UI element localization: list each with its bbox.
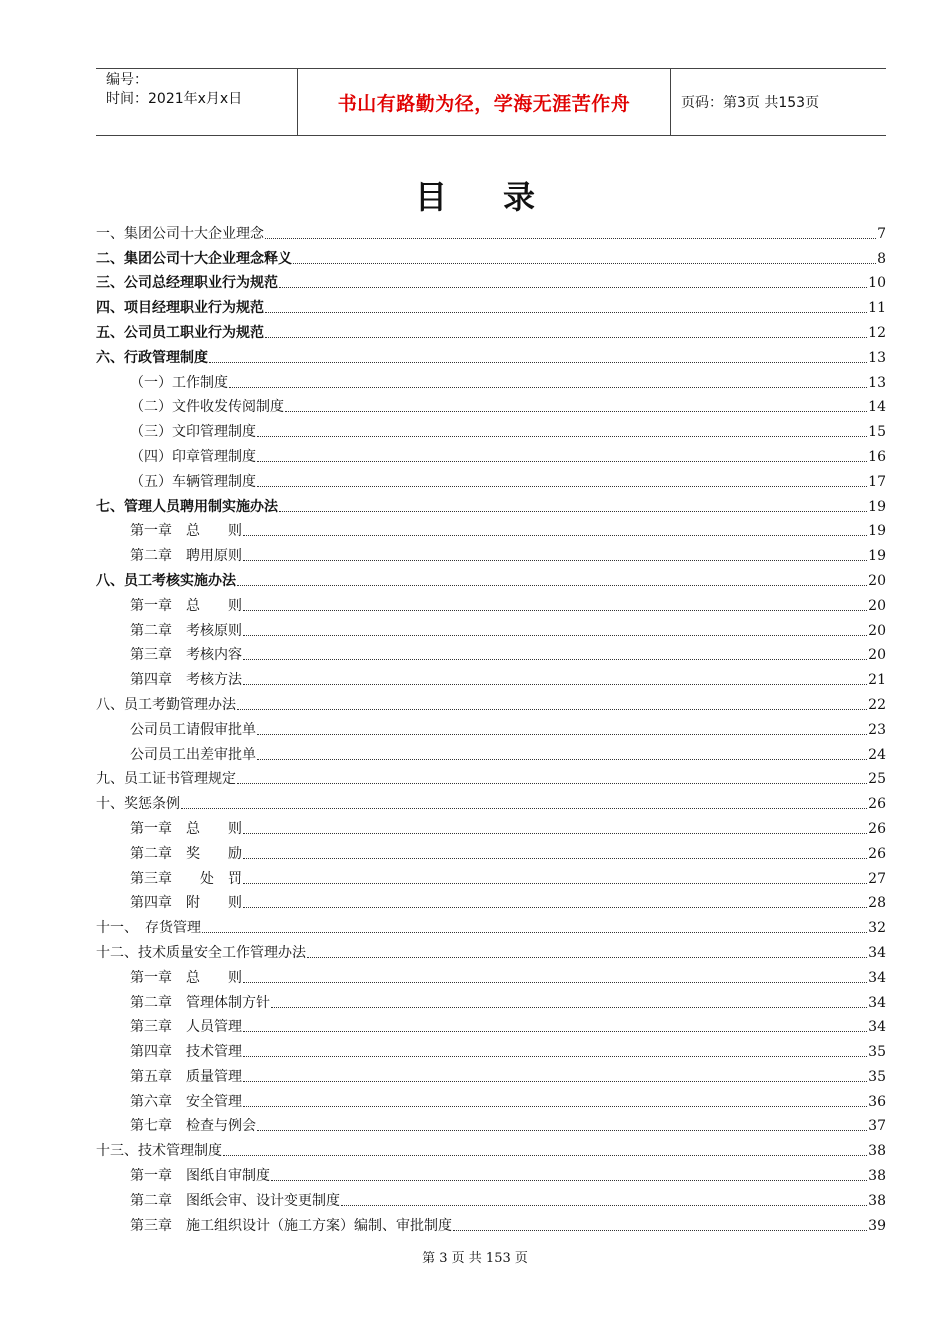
toc-entry[interactable] — [96, 1061, 886, 1086]
toc-entry-page-number: 16 — [868, 448, 886, 465]
toc-dot-leader — [257, 486, 867, 487]
toc-entry[interactable] — [96, 640, 886, 665]
toc-entry-page-number: 20 — [868, 622, 886, 639]
toc-entry-page-number: 8 — [877, 250, 886, 267]
toc-entry-label: （一）工作制度 — [130, 374, 228, 391]
toc-entry-label: 十、奖惩条例 — [96, 796, 180, 813]
toc-entry-label: 二、集团公司十大企业理念释义 — [96, 250, 292, 267]
toc-dot-leader — [243, 833, 867, 834]
toc-entry[interactable] — [96, 590, 886, 615]
toc-dot-leader — [209, 362, 867, 363]
toc-entry[interactable] — [96, 491, 886, 516]
toc-entry[interactable] — [96, 1086, 886, 1111]
toc-entry[interactable] — [96, 1160, 886, 1185]
toc-entry[interactable] — [96, 764, 886, 789]
toc-entry[interactable] — [96, 243, 886, 268]
toc-entry-label: 第三章 人员管理 — [130, 1019, 242, 1036]
toc-entry[interactable] — [96, 218, 886, 243]
toc-entry[interactable] — [96, 689, 886, 714]
toc-entry-label: 四、项目经理职业行为规范 — [96, 300, 264, 317]
toc-entry-label: 七、管理人员聘用制实施办法 — [96, 498, 278, 515]
toc-dot-leader — [307, 957, 867, 958]
toc-entry[interactable] — [96, 888, 886, 913]
toc-entry-page-number: 20 — [868, 647, 886, 664]
toc-entry-page-number: 35 — [868, 1044, 886, 1061]
toc-entry-label: 六、行政管理制度 — [96, 349, 208, 366]
toc-entry-page-number: 15 — [868, 424, 886, 441]
toc-entry[interactable] — [96, 565, 886, 590]
toc-dot-leader — [265, 337, 867, 338]
toc-entry[interactable] — [96, 813, 886, 838]
toc-entry-label: 第四章 技术管理 — [130, 1044, 242, 1061]
toc-entry-page-number: 34 — [868, 944, 886, 961]
toc-dot-leader — [257, 461, 867, 462]
toc-dot-leader — [243, 907, 867, 908]
toc-entry[interactable] — [96, 664, 886, 689]
toc-entry-page-number: 13 — [868, 349, 886, 366]
toc-entry-page-number: 26 — [868, 796, 886, 813]
toc-entry[interactable] — [96, 615, 886, 640]
toc-entry-label: 第七章 检查与例会 — [130, 1118, 256, 1135]
toc-dot-leader — [243, 1106, 867, 1107]
toc-entry-page-number: 39 — [868, 1217, 886, 1234]
toc-entry[interactable] — [96, 987, 886, 1012]
toc-entry-label: 第一章 总 则 — [130, 820, 242, 837]
toc-dot-leader — [243, 684, 867, 685]
toc-dot-leader — [453, 1230, 867, 1231]
toc-dot-leader — [243, 635, 867, 636]
toc-entry[interactable] — [96, 516, 886, 541]
toc-dot-leader — [257, 759, 867, 760]
toc-entry-page-number: 38 — [868, 1143, 886, 1160]
toc-entry-label: （三）文印管理制度 — [130, 424, 256, 441]
toc-entry-label: 公司员工请假审批单 — [130, 721, 256, 738]
toc-dot-leader — [237, 709, 867, 710]
toc-entry-label: （五）车辆管理制度 — [130, 473, 256, 490]
toc-dot-leader — [257, 734, 867, 735]
toc-entry-label: 第一章 总 则 — [130, 523, 242, 540]
header-page-info: 页码：第3页 共153页 — [681, 95, 820, 111]
toc-entry-label: 第二章 管理体制方针 — [130, 994, 270, 1011]
toc-entry[interactable] — [96, 1185, 886, 1210]
toc-entry-label: 十二、技术质量安全工作管理办法 — [96, 944, 306, 961]
header-meta-cell — [96, 69, 298, 135]
toc-dot-leader — [279, 287, 867, 288]
toc-entry-page-number: 19 — [868, 498, 886, 515]
toc-entry-label: 第二章 奖 励 — [130, 845, 242, 862]
toc-entry[interactable] — [96, 1111, 886, 1136]
toc-entry-page-number: 11 — [868, 300, 886, 317]
toc-dot-leader — [271, 1180, 867, 1181]
toc-entry-label: 第三章 考核内容 — [130, 647, 242, 664]
toc-entry[interactable] — [96, 1135, 886, 1160]
toc-entry-label: 第三章 处 罚 — [130, 870, 242, 887]
toc-entry[interactable] — [96, 912, 886, 937]
toc-dot-leader — [237, 585, 867, 586]
toc-entry-label: 第二章 图纸会审、设计变更制度 — [130, 1192, 340, 1209]
toc-entry-page-number: 34 — [868, 1019, 886, 1036]
toc-dot-leader — [243, 535, 867, 536]
toc-entry-label: （二）文件收发传阅制度 — [130, 399, 284, 416]
toc-dot-leader — [237, 783, 867, 784]
toc-dot-leader — [243, 883, 867, 884]
document-number-label: 编号： — [106, 72, 148, 88]
toc-entry-page-number: 17 — [868, 473, 886, 490]
toc-entry-label: 第四章 考核方法 — [130, 672, 242, 689]
toc-dot-leader — [181, 808, 867, 809]
toc-entry-page-number: 28 — [868, 895, 886, 912]
toc-entry-page-number: 14 — [868, 399, 886, 416]
toc-dot-leader — [265, 312, 867, 313]
toc-entry-page-number: 26 — [868, 845, 886, 862]
toc-entry-page-number: 23 — [868, 721, 886, 738]
toc-dot-leader — [243, 858, 867, 859]
toc-entry[interactable] — [96, 739, 886, 764]
toc-entry[interactable] — [96, 788, 886, 813]
toc-entry[interactable] — [96, 466, 886, 491]
toc-entry-page-number: 7 — [877, 225, 886, 242]
toc-entry-page-number: 21 — [868, 672, 886, 689]
toc-dot-leader — [243, 1081, 867, 1082]
toc-entry[interactable] — [96, 268, 886, 293]
toc-entry[interactable] — [96, 1036, 886, 1061]
toc-entry[interactable] — [96, 416, 886, 441]
toc-dot-leader — [243, 1031, 867, 1032]
toc-entry[interactable] — [96, 714, 886, 739]
toc-entry-page-number: 36 — [868, 1093, 886, 1110]
toc-dot-leader — [243, 1056, 867, 1057]
toc-entry-page-number: 12 — [868, 324, 886, 341]
toc-entry[interactable] — [96, 540, 886, 565]
toc-entry[interactable] — [96, 863, 886, 888]
toc-dot-leader — [271, 1007, 867, 1008]
toc-dot-leader — [341, 1205, 867, 1206]
page-footer: 第 3 页 共 153 页 — [422, 1251, 528, 1266]
toc-dot-leader — [279, 511, 867, 512]
toc-entry-label: 九、员工证书管理规定 — [96, 771, 236, 788]
toc-entry[interactable] — [96, 367, 886, 392]
toc-entry-label: 三、公司总经理职业行为规范 — [96, 275, 278, 292]
toc-entry-label: 一、集团公司十大企业理念 — [96, 225, 264, 242]
toc-dot-leader — [293, 263, 876, 264]
toc-entry-label: 第一章 总 则 — [130, 969, 242, 986]
toc-entry-page-number: 24 — [868, 746, 886, 763]
toc-dot-leader — [265, 238, 876, 239]
toc-title: 目录 — [414, 178, 591, 216]
toc-entry-page-number: 26 — [868, 820, 886, 837]
toc-entry[interactable] — [96, 342, 886, 367]
toc-entry-page-number: 27 — [868, 870, 886, 887]
table-of-contents — [96, 218, 886, 1235]
toc-entry-label: 公司员工出差审批单 — [130, 746, 256, 763]
toc-entry[interactable] — [96, 838, 886, 863]
toc-entry-label: 第五章 质量管理 — [130, 1068, 242, 1085]
toc-entry[interactable] — [96, 392, 886, 417]
toc-entry-page-number: 32 — [868, 920, 886, 937]
toc-dot-leader — [243, 659, 867, 660]
document-time-label: 时间：2021年x月x日 — [106, 91, 243, 107]
toc-entry[interactable] — [96, 292, 886, 317]
toc-entry[interactable] — [96, 962, 886, 987]
toc-entry-label: （四）印章管理制度 — [130, 448, 256, 465]
toc-entry-label: 第一章 图纸自审制度 — [130, 1168, 270, 1185]
toc-entry-label: 第六章 安全管理 — [130, 1093, 242, 1110]
toc-entry-page-number: 34 — [868, 994, 886, 1011]
toc-dot-leader — [223, 1155, 867, 1156]
toc-entry-page-number: 37 — [868, 1118, 886, 1135]
toc-entry-page-number: 20 — [868, 597, 886, 614]
toc-dot-leader — [202, 932, 867, 933]
toc-entry-label: 五、公司员工职业行为规范 — [96, 324, 264, 341]
toc-entry-page-number: 20 — [868, 572, 886, 589]
toc-entry[interactable] — [96, 937, 886, 962]
toc-entry-label: 第二章 聘用原则 — [130, 548, 242, 565]
toc-dot-leader — [243, 560, 867, 561]
toc-entry-page-number: 35 — [868, 1068, 886, 1085]
toc-entry-page-number: 10 — [868, 275, 886, 292]
toc-entry-page-number: 38 — [868, 1192, 886, 1209]
toc-entry[interactable] — [96, 317, 886, 342]
toc-entry-label: 十一、 存货管理 — [96, 920, 201, 937]
toc-dot-leader — [243, 610, 867, 611]
toc-dot-leader — [243, 982, 867, 983]
toc-entry-page-number: 22 — [868, 696, 886, 713]
toc-entry-label: 十三、技术管理制度 — [96, 1143, 222, 1160]
toc-dot-leader — [257, 1130, 867, 1131]
toc-entry-page-number: 25 — [868, 771, 886, 788]
toc-entry[interactable] — [96, 1210, 886, 1235]
toc-entry-label: 八、员工考核实施办法 — [96, 572, 236, 589]
toc-entry-page-number: 19 — [868, 523, 886, 540]
toc-entry-label: 第三章 施工组织设计（施工方案）编制、审批制度 — [130, 1217, 452, 1234]
toc-dot-leader — [285, 411, 867, 412]
toc-entry-label: 八、员工考勤管理办法 — [96, 696, 236, 713]
toc-dot-leader — [229, 387, 867, 388]
toc-entry-label: 第四章 附 则 — [130, 895, 242, 912]
toc-entry-page-number: 34 — [868, 969, 886, 986]
header-motto: 书山有路勤为径，学海无涯苦作舟 — [298, 69, 671, 135]
toc-dot-leader — [257, 436, 867, 437]
toc-entry-label: 第一章 总 则 — [130, 597, 242, 614]
page-header — [96, 68, 886, 136]
toc-entry[interactable] — [96, 1012, 886, 1037]
toc-entry[interactable] — [96, 441, 886, 466]
toc-entry-page-number: 13 — [868, 374, 886, 391]
toc-entry-page-number: 38 — [868, 1168, 886, 1185]
toc-entry-page-number: 19 — [868, 548, 886, 565]
toc-entry-label: 第二章 考核原则 — [130, 622, 242, 639]
